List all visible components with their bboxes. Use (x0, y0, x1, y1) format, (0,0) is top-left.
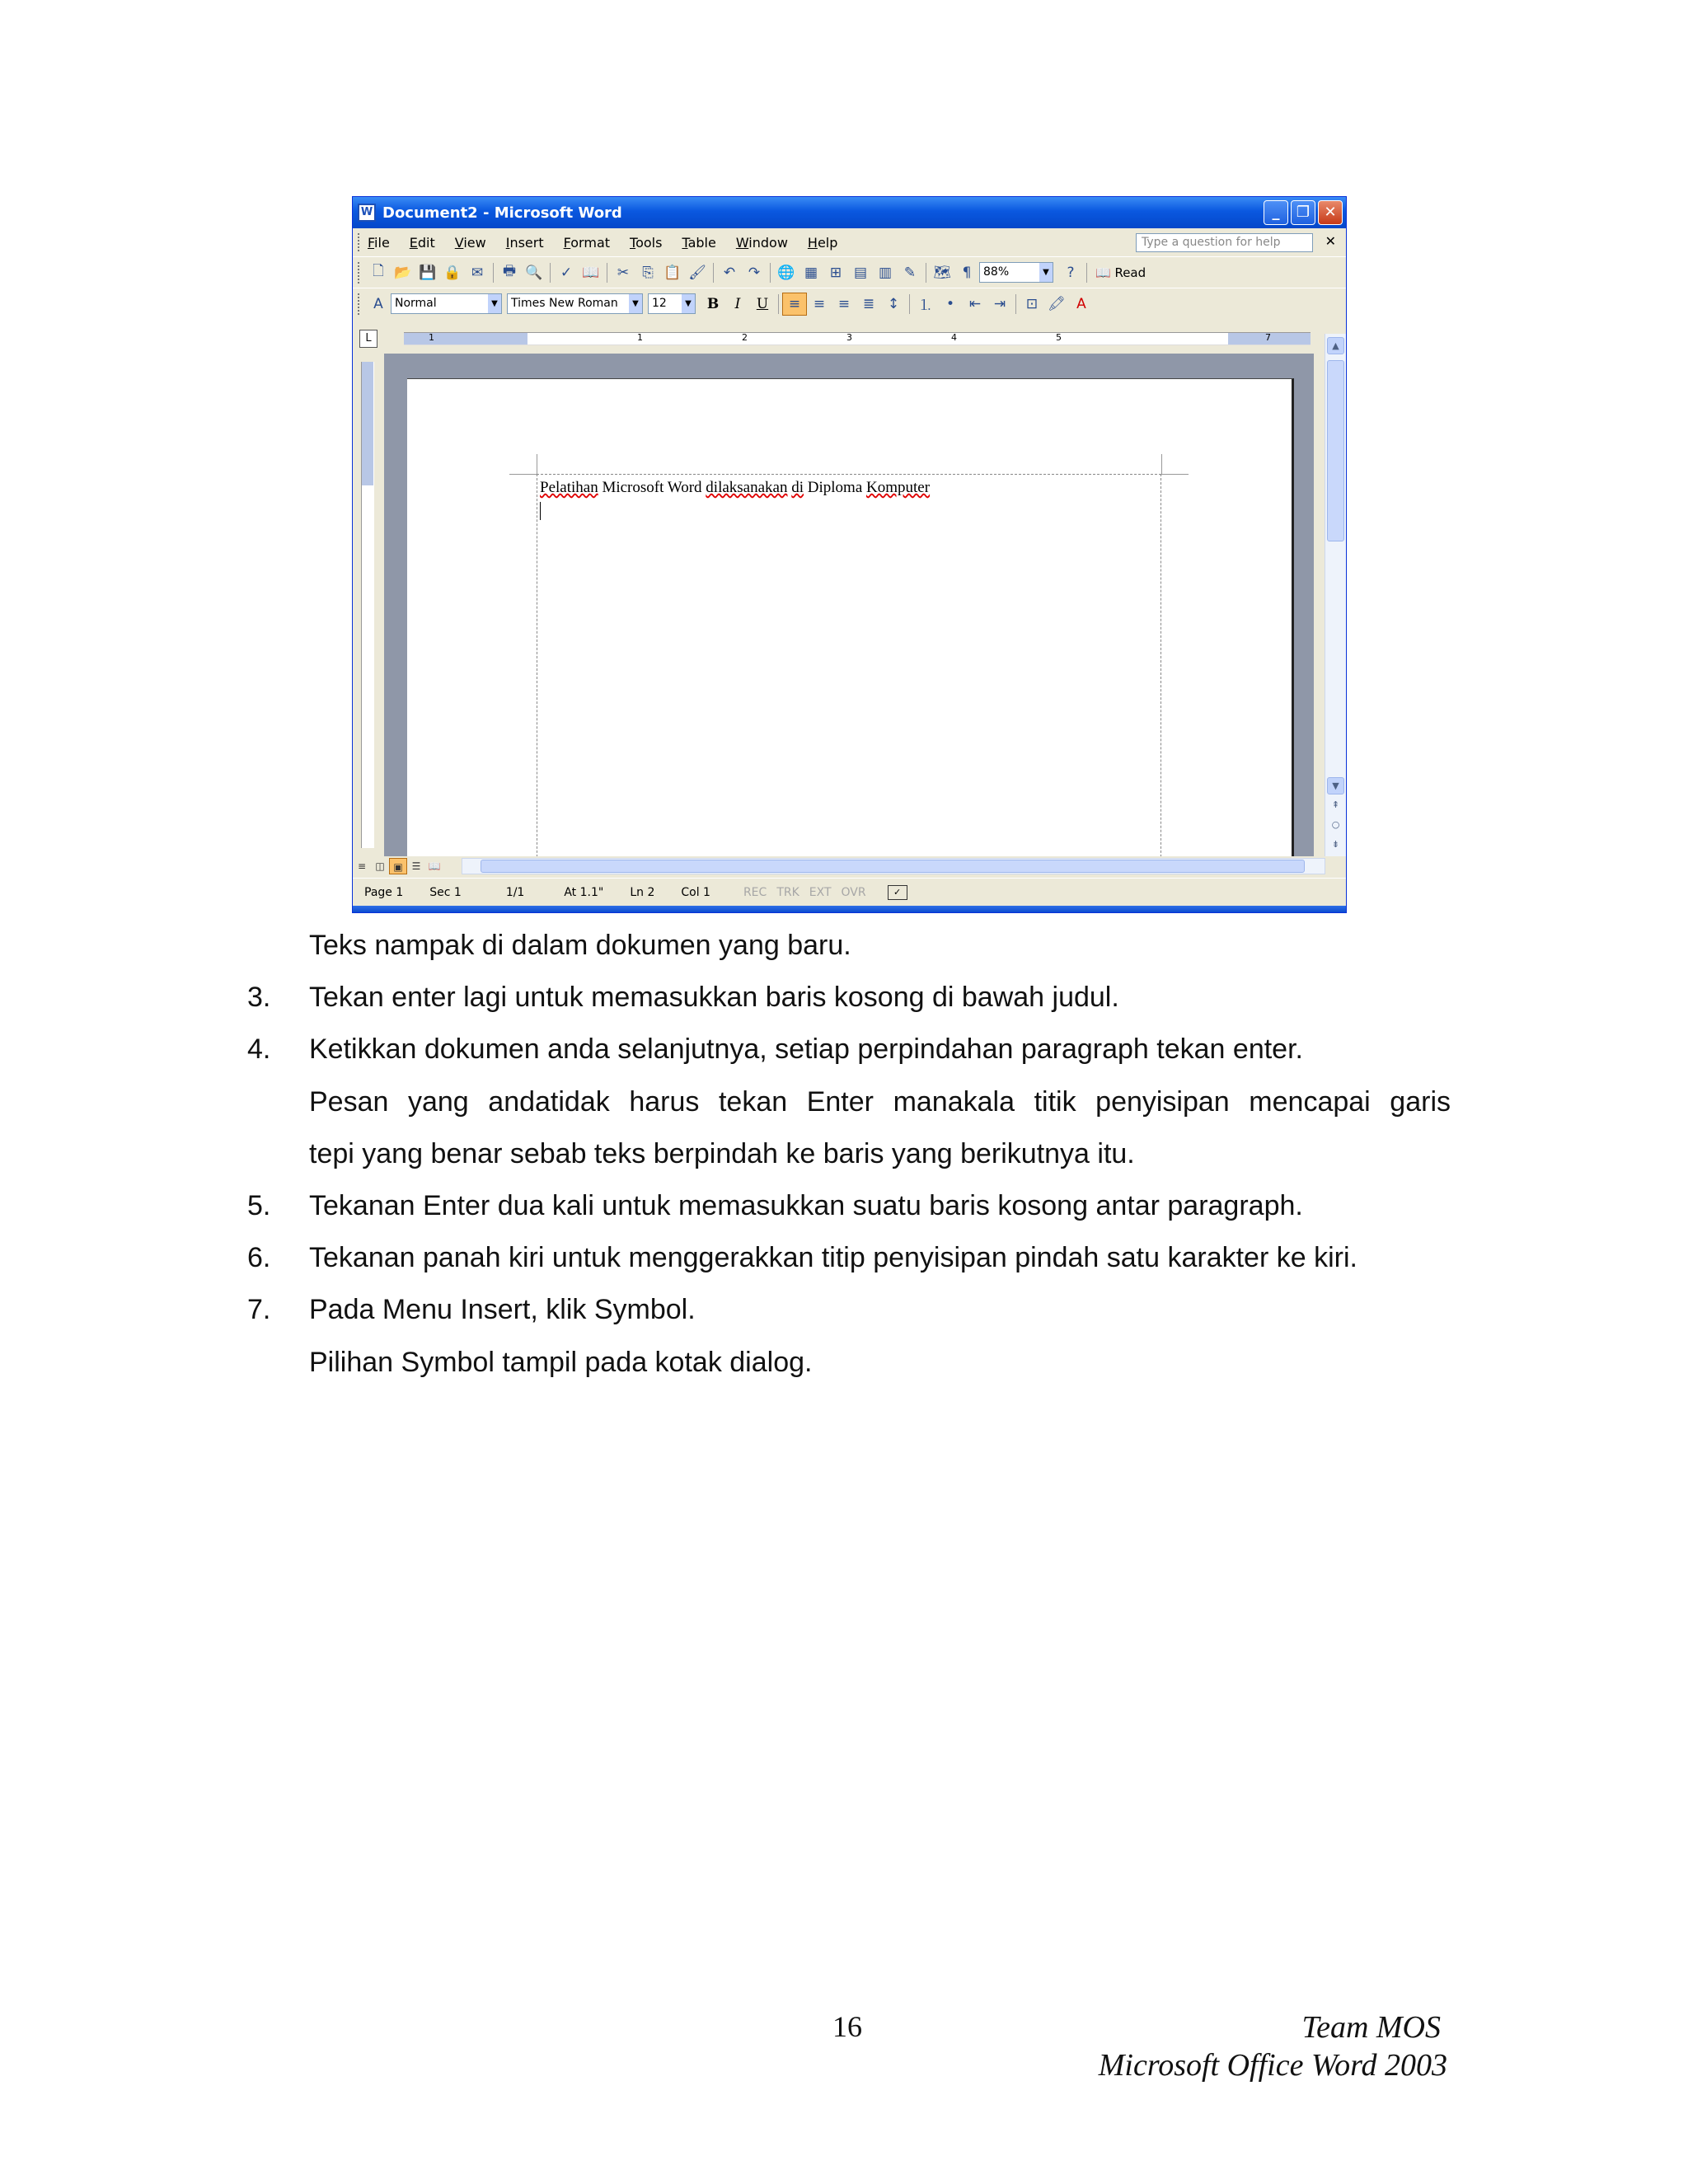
list-item-number: 3. (247, 982, 271, 1013)
ruler-number: 4 (951, 332, 957, 343)
ruler-number: 2 (742, 332, 748, 343)
help-icon[interactable]: ? (1067, 264, 1075, 281)
justify-icon[interactable]: ≣ (862, 295, 875, 312)
scroll-thumb[interactable] (481, 860, 1305, 873)
minimize-button[interactable]: _ (1264, 200, 1288, 225)
menu-window[interactable]: Window (735, 234, 788, 251)
spelling-icon[interactable]: ✓ (560, 264, 573, 281)
font-select[interactable]: Times New Roman ▼ (507, 293, 643, 314)
chevron-down-icon[interactable]: ▼ (1039, 263, 1053, 282)
status-column: Col 1 (681, 885, 710, 899)
font-color-icon[interactable]: A (1076, 295, 1086, 312)
copy-icon[interactable]: ⎘ (642, 264, 654, 281)
align-left-icon[interactable]: ≡ (782, 293, 807, 316)
cut-icon[interactable]: ✂ (617, 264, 630, 281)
status-ovr[interactable]: OVR (841, 885, 866, 899)
ruler-number: 3 (846, 332, 852, 343)
title-bar (353, 197, 1346, 228)
show-hide-pilcrow-icon[interactable]: ¶ (962, 264, 972, 281)
scroll-down-icon[interactable]: ▼ (1327, 777, 1344, 794)
toolbar-grip[interactable] (358, 293, 361, 315)
result-paragraph: Pilihan Symbol tampil pada kotak dialog. (309, 1347, 813, 1378)
border-icon[interactable]: ⊡ (1025, 295, 1039, 312)
list-item-number: 4. (247, 1033, 271, 1065)
note-paragraph-line2: tepi yang benar sebab teks berpindah ke baris yang berikutnya itu. (309, 1138, 1135, 1169)
insert-table-icon[interactable]: ⊞ (829, 264, 842, 281)
insert-excel-icon[interactable]: ▤ (853, 264, 868, 281)
scroll-up-icon[interactable]: ▲ (1327, 337, 1344, 354)
status-section: Sec 1 (429, 885, 462, 899)
status-page-count: 1/1 (505, 885, 525, 899)
bold-button[interactable]: B (706, 295, 720, 312)
menu-tools[interactable]: Tools (630, 234, 663, 251)
undo-icon[interactable]: ↶ (723, 264, 736, 281)
menu-help[interactable]: Help (807, 234, 838, 251)
text-cursor (540, 502, 541, 520)
ruler-number: 1 (429, 332, 434, 343)
ruler-number: 1 (637, 332, 643, 343)
numbering-icon[interactable]: ⒈ (918, 298, 933, 314)
list-item: Pada Menu Insert, klik Symbol. (309, 1294, 696, 1325)
columns-icon[interactable]: ▥ (878, 264, 893, 281)
open-folder-icon[interactable]: 📂 (394, 264, 412, 281)
list-item: Tekan enter lagi untuk memasukkan baris kosong di bawah judul. (309, 982, 1119, 1013)
reading-layout-icon[interactable]: 📖 (428, 860, 441, 872)
restore-button[interactable]: ❐ (1291, 200, 1315, 225)
status-rec[interactable]: REC (743, 885, 767, 899)
outline-view-icon[interactable]: ☰ (411, 860, 421, 872)
redo-icon[interactable]: ↷ (748, 264, 761, 281)
highlight-icon[interactable]: 🖍 (1048, 295, 1066, 312)
document-map-icon[interactable]: 🗺 (933, 264, 951, 281)
horizontal-ruler[interactable] (353, 327, 1346, 350)
hyperlink-icon[interactable]: 🌐 (777, 264, 795, 281)
menu-file[interactable]: File (368, 234, 390, 251)
zoom-select[interactable]: 88% ▼ (979, 262, 1053, 283)
list-item: Tekanan Enter dua kali untuk memasukkan suatu baris kosong antar paragraph. (309, 1190, 1303, 1221)
status-position: At 1.1" (564, 885, 604, 899)
print-preview-icon[interactable]: 🔍 (525, 264, 543, 281)
ruler-number: 7 (1265, 332, 1271, 343)
bullets-icon[interactable]: • (945, 295, 955, 312)
italic-button[interactable]: I (734, 295, 741, 312)
spelling-status-icon[interactable]: ✓ (888, 885, 907, 900)
menu-table[interactable]: Table (682, 234, 716, 251)
menu-format[interactable]: Format (563, 234, 611, 251)
chevron-down-icon[interactable]: ▼ (488, 294, 501, 313)
status-ext[interactable]: EXT (809, 885, 832, 899)
print-icon[interactable]: 🖶 (502, 263, 517, 279)
chevron-down-icon[interactable]: ▼ (629, 294, 642, 313)
vertical-ruler[interactable] (353, 354, 384, 856)
status-page: Page 1 (364, 885, 404, 899)
menu-grip[interactable] (358, 233, 361, 251)
align-center-icon[interactable]: ≡ (813, 295, 826, 312)
underline-button[interactable]: U (756, 295, 769, 312)
paste-icon[interactable]: 📋 (663, 264, 682, 281)
browse-object-icon[interactable]: ○ (1331, 819, 1340, 830)
new-document-icon[interactable]: 🗋 (373, 263, 384, 279)
web-layout-icon[interactable]: ◫ (375, 860, 385, 872)
vertical-scrollbar[interactable] (1325, 334, 1346, 856)
close-button[interactable]: ✕ (1318, 200, 1343, 225)
menu-view[interactable]: View (454, 234, 486, 251)
save-icon[interactable]: 💾 (419, 264, 437, 281)
menu-insert[interactable]: Insert (505, 234, 544, 251)
footer-product: Microsoft Office Word 2003 (1098, 2048, 1447, 2083)
window-title: Document2 - Microsoft Word (382, 204, 622, 222)
horizontal-scrollbar[interactable] (353, 856, 1346, 876)
research-icon[interactable]: 📖 (582, 264, 600, 281)
align-right-icon[interactable]: ≡ (837, 295, 851, 312)
tables-borders-icon[interactable]: ▦ (804, 264, 818, 281)
format-painter-icon[interactable]: 🖌 (688, 264, 706, 281)
toolbar-grip[interactable] (358, 262, 361, 284)
ruler-number: 5 (1056, 332, 1062, 343)
footer-team: Team MOS (1301, 2010, 1441, 2045)
text-boundary (537, 474, 1161, 869)
list-item-number: 6. (247, 1242, 271, 1273)
style-select[interactable]: Normal ▼ (391, 293, 502, 314)
word-app-icon: W (358, 204, 376, 222)
status-bar (353, 878, 1346, 906)
read-button[interactable]: 📖 Read (1095, 265, 1146, 280)
formatting-toolbar (353, 288, 1346, 319)
tab-selector-icon[interactable]: L (359, 330, 377, 348)
menu-edit[interactable]: Edit (409, 234, 435, 251)
list-item-number: 5. (247, 1190, 271, 1221)
standard-toolbar (353, 256, 1346, 288)
decrease-indent-icon[interactable]: ⇤ (968, 295, 982, 312)
status-trk[interactable]: TRK (776, 885, 799, 899)
status-line: Ln 2 (630, 885, 655, 899)
help-search-input[interactable]: Type a question for help (1136, 233, 1313, 252)
document-text[interactable]: Pelatihan Microsoft Word dilaksanakan di Diploma Komputer (540, 479, 931, 496)
list-item: Ketikkan dokumen anda selanjutnya, setiap perpindahan paragraph tekan enter. (309, 1033, 1303, 1065)
drawing-icon[interactable]: ✎ (903, 264, 917, 281)
list-item-number: 7. (247, 1294, 271, 1325)
permission-icon[interactable]: 🔒 (443, 264, 462, 281)
intro-paragraph: Teks nampak di dalam dokumen yang baru. (309, 930, 851, 961)
styles-icon[interactable]: A (373, 295, 383, 312)
word-window-screenshot (352, 196, 1347, 913)
page-number: 16 (832, 2010, 862, 2043)
email-icon[interactable]: ✉ (471, 264, 484, 281)
normal-view-icon[interactable]: ≡ (357, 860, 367, 872)
previous-page-icon[interactable]: ⇞ (1331, 799, 1340, 810)
note-paragraph-line1: Pesan yang andatidak harus tekan Enter manakala titik penyisipan mencapai garis (309, 1086, 1451, 1118)
increase-indent-icon[interactable]: ⇥ (993, 295, 1006, 312)
scroll-thumb[interactable] (1327, 360, 1344, 541)
close-document-icon[interactable]: ✕ (1325, 233, 1336, 249)
next-page-icon[interactable]: ⇟ (1331, 839, 1340, 850)
chevron-down-icon[interactable]: ▼ (682, 294, 695, 313)
print-layout-icon[interactable]: ▣ (389, 858, 407, 874)
font-size-select[interactable]: 12 ▼ (648, 293, 696, 314)
list-item: Tekanan panah kiri untuk menggerakkan titip penyisipan pindah satu karakter ke kiri. (309, 1242, 1357, 1273)
line-spacing-icon[interactable]: ↕ (887, 295, 900, 312)
menu-bar (353, 228, 1346, 256)
